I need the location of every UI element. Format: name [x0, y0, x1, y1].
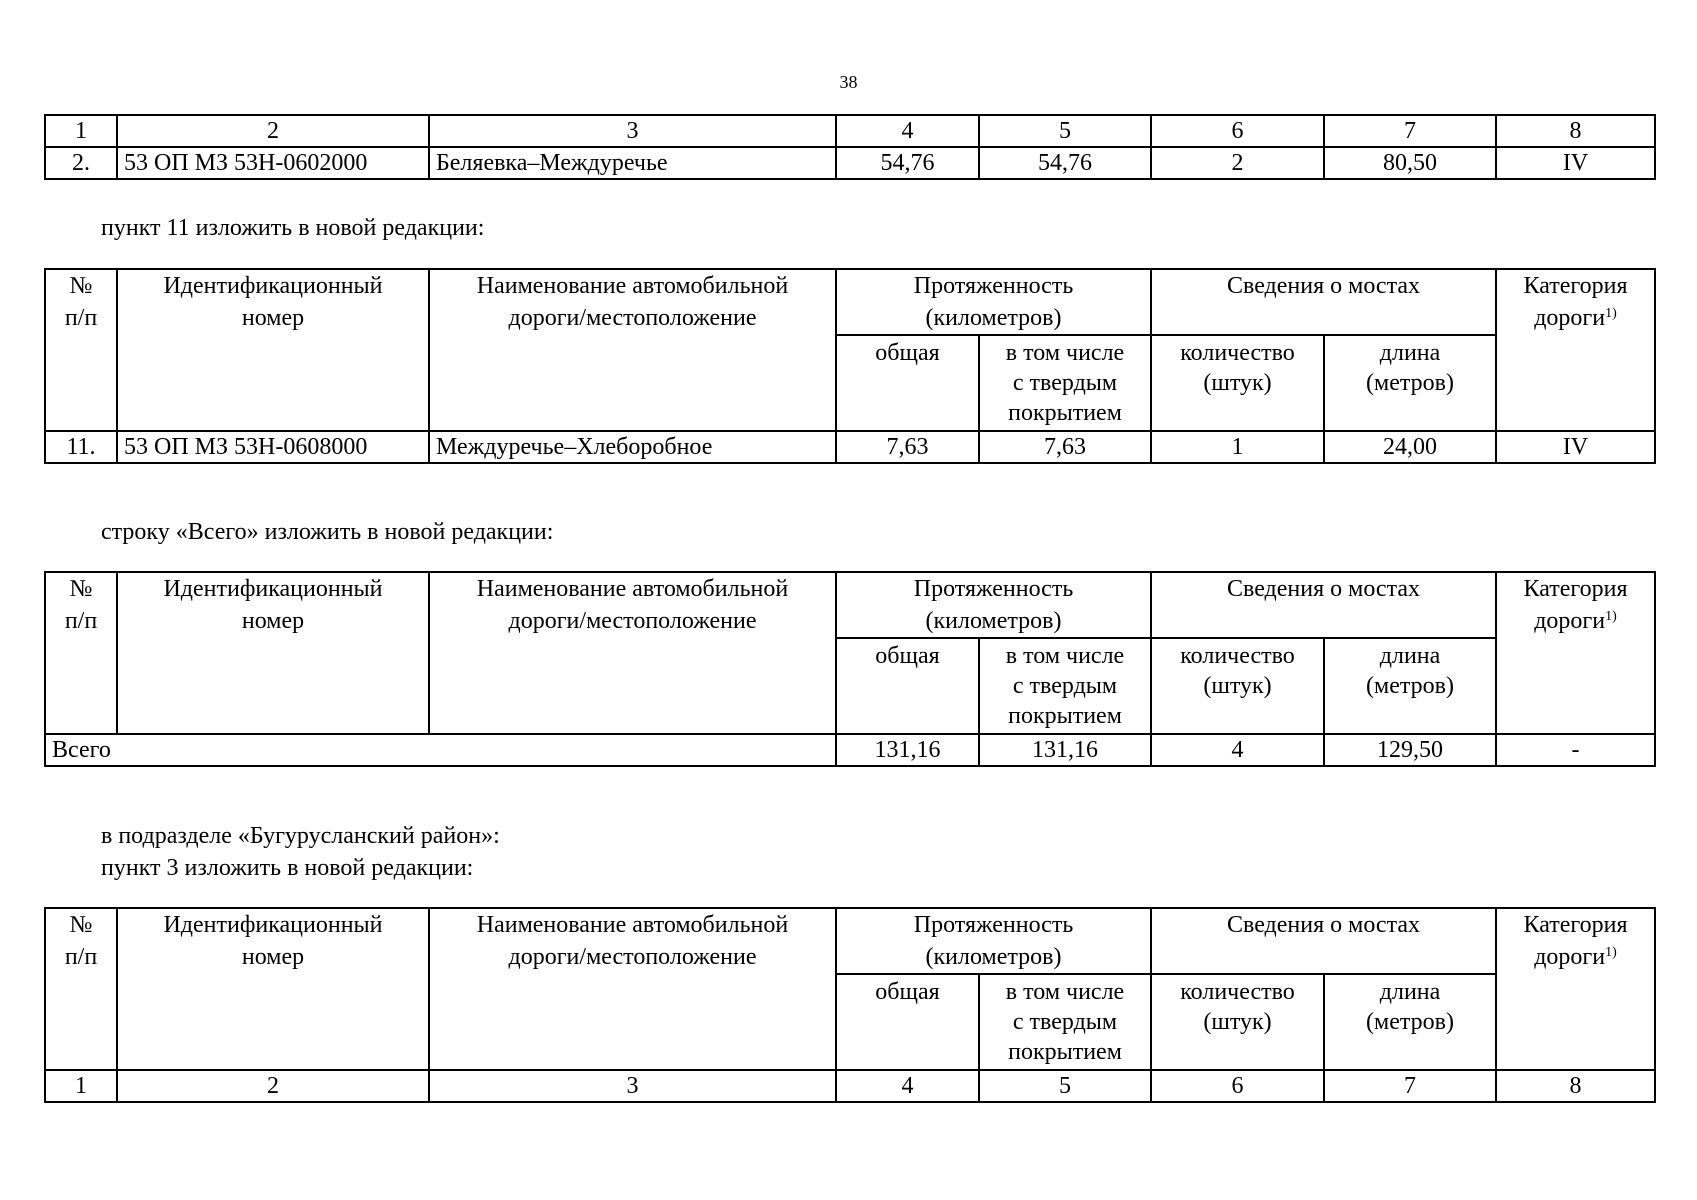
header-category: Категория дороги$^{1)}$ [1496, 269, 1655, 431]
table-total [44, 571, 1656, 767]
paragraph-item-3: пункт 3 изложить в новой редакции: [101, 855, 474, 881]
total-label: Всего [45, 734, 836, 766]
table-item-3 [44, 907, 1656, 1103]
header-bridges-count: количество (штук) [1151, 638, 1324, 734]
column-number-row: 1 2 3 4 5 6 7 8 [45, 115, 1655, 147]
header-length-total: общая [836, 974, 979, 1070]
header-name: Наименование автомобильной дороги/местоположение [429, 269, 836, 431]
table-item-11 [44, 268, 1656, 464]
header-id: Идентификационный номер [117, 908, 429, 1070]
table-continuation [44, 114, 1656, 180]
page-number: 38 [839, 72, 858, 92]
paragraph-total: строку «Всего» изложить в новой редакции: [101, 519, 554, 545]
paragraph-item-11: пункт 11 изложить в новой редакции: [101, 215, 485, 241]
header-bridges: Сведения о мостах [1151, 572, 1496, 638]
header-num: № п/п [45, 572, 117, 734]
header-bridges-count: количество (штук) [1151, 974, 1324, 1070]
header-bridges-length: длина (метров) [1324, 638, 1496, 734]
header-name: Наименование автомобильной дороги/местоположение [429, 572, 836, 734]
header-bridges: Сведения о мостах [1151, 269, 1496, 335]
header-bridges-count: количество (штук) [1151, 335, 1324, 431]
header-category: Категория дороги$^{1)}$ [1496, 572, 1655, 734]
header-bridges: Сведения о мостах [1151, 908, 1496, 974]
total-row: Всего 131,16 131,16 4 129,50 - [45, 734, 1655, 766]
header-length: Протяженность (километров) [836, 908, 1151, 974]
header-num: № п/п [45, 908, 117, 1070]
header-bridges-length: длина (метров) [1324, 335, 1496, 431]
header-length: Протяженность (километров) [836, 572, 1151, 638]
header-length-hard: в том числе с твердым покрытием [979, 974, 1151, 1070]
header-length-total: общая [836, 335, 979, 431]
header-length: Протяженность (километров) [836, 269, 1151, 335]
table-row: 2. 53 ОП МЗ 53Н-0602000 Беляевка–Междуречье 54,76 54,76 2 80,50 IV [45, 147, 1655, 179]
table-row: 11. 53 ОП МЗ 53Н-0608000 Междуречье–Хлеборобное 7,63 7,63 1 24,00 IV [45, 431, 1655, 463]
header-length-hard: в том числе с твердым покрытием [979, 638, 1151, 734]
header-category: Категория дороги$^{1)}$ [1496, 908, 1655, 1070]
table-header-row [45, 572, 1655, 638]
table-header-row [45, 269, 1655, 335]
header-bridges-length: длина (метров) [1324, 974, 1496, 1070]
header-id: Идентификационный номер [117, 572, 429, 734]
header-id: Идентификационный номер [117, 269, 429, 431]
paragraph-subsection: в подразделе «Бугурусланский район»: [101, 823, 500, 849]
header-num: № п/п [45, 269, 117, 431]
table-header-row [45, 908, 1655, 974]
header-name: Наименование автомобильной дороги/местоположение [429, 908, 836, 1070]
header-length-total: общая [836, 638, 979, 734]
column-number-row: 1 2 3 4 5 6 7 8 [45, 1070, 1655, 1102]
header-length-hard: в том числе с твердым покрытием [979, 335, 1151, 431]
